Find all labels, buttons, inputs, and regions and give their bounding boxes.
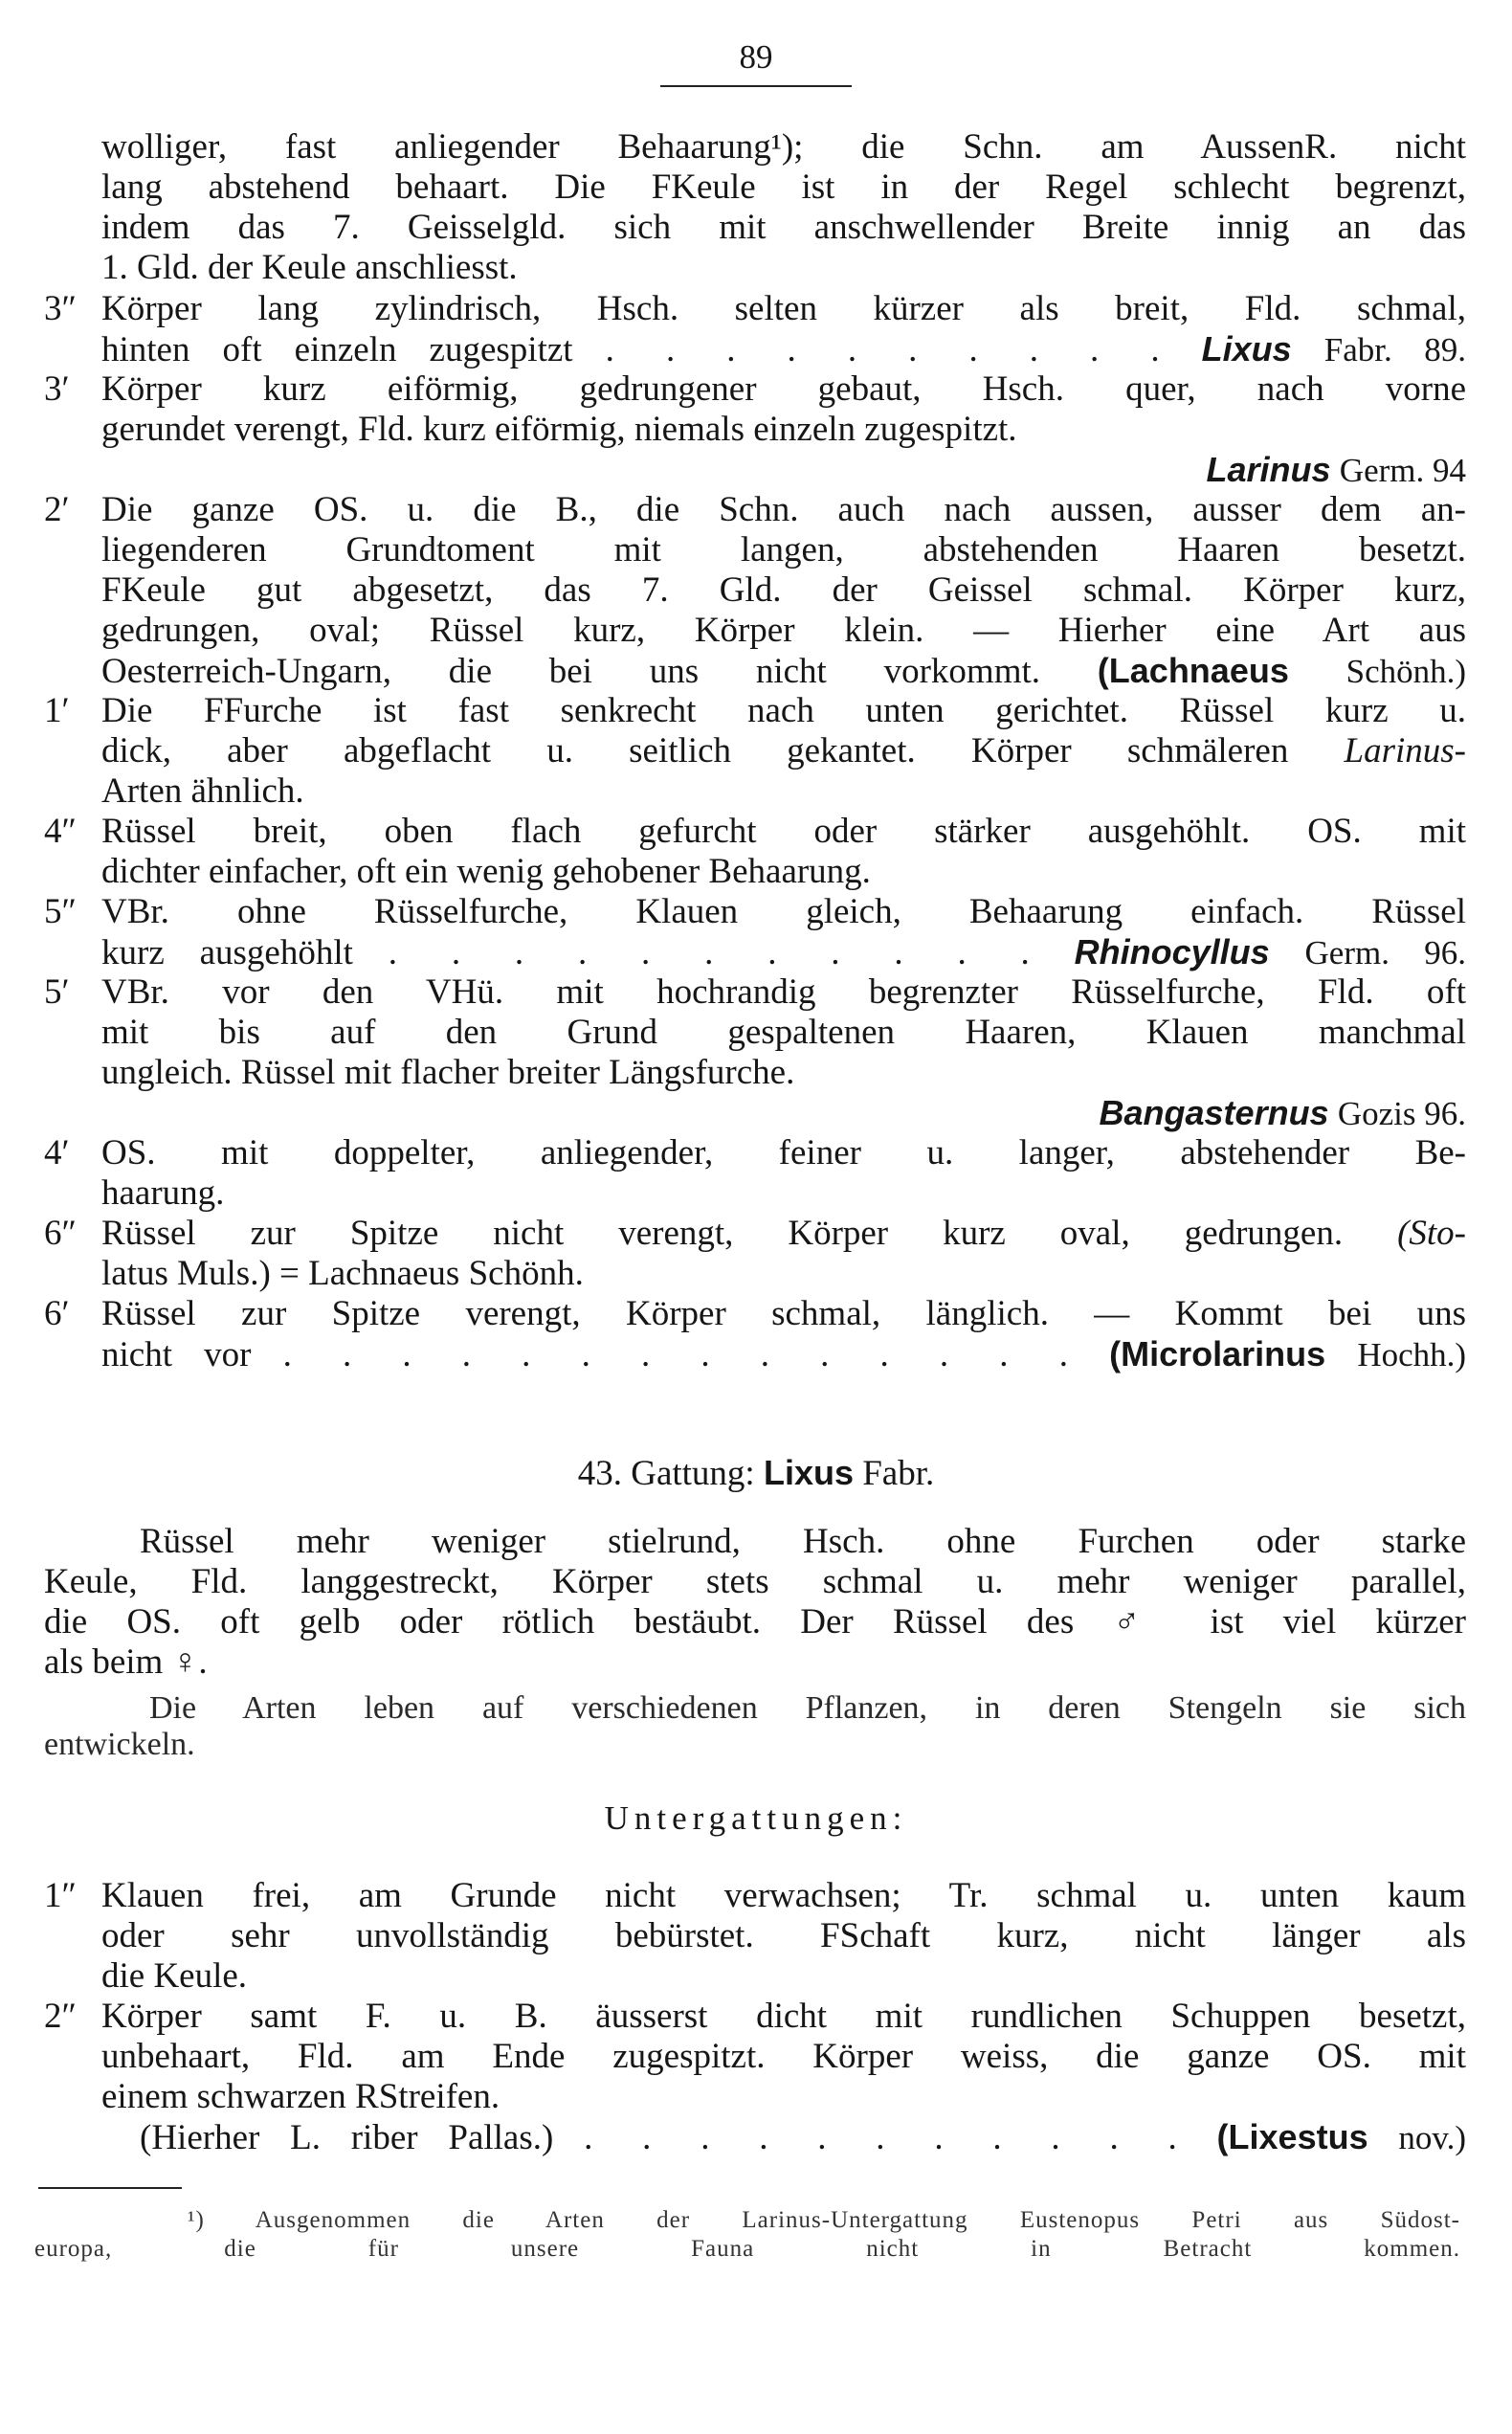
leader-dots: . . . . . . . . . . . [388, 933, 1039, 972]
genus-heading [0, 1453, 1512, 1494]
key-entry-3d [44, 369, 1466, 491]
key-entry-4dd [44, 812, 1466, 892]
key-entry-2d: 2′ Die ganze OS. u. die B., die Schn. auch nach aussen, ausser dem an- liegenderen Grundtoment mit langen, abstehenden Haaren besetzt. FKeule gut abgesetzt, das 7. Gld. der Geissel schmal. Körper kurz, gedrungen, oval; Rüssel kurz, Körper klein. — Hierher eine Art aus Oesterreich-Ungarn, die bei uns nicht vorkommt. (Lachnaeus Schönh.) [44, 490, 1467, 691]
couplet-number: 1″ [44, 1876, 77, 1915]
genus-description [44, 1522, 1466, 1683]
taxon-author: nov.) [1398, 2119, 1467, 2156]
text-line: Die ganze OS. u. die B., die Schn. auch nach aussen, ausser dem an- [101, 490, 1466, 529]
text-line: Arten ähnlich. [101, 771, 304, 811]
genus-author: Fabr. [862, 1454, 935, 1493]
text-line: dichter einfacher, oft ein wenig gehobener Behaarung. [101, 852, 871, 891]
key-entry-6d: 6′ Rüssel zur Spitze verengt, Körper schmal, länglich. — Kommt bei uns nicht vor . . . . . . . . . . . . . . (Microlarinus Hochh.) [44, 1294, 1467, 1374]
couplet-number: 3′ [44, 369, 70, 409]
text-line: Körper kurz eiförmig, gedrungener gebaut, Hsch. quer, nach vorne [101, 369, 1466, 409]
text-line: entwickeln. [44, 1727, 195, 1762]
text-line: unbehaart, Fld. am Ende zugespitzt. Körper weiss, die ganze OS. mit [101, 2037, 1466, 2076]
genus-heading-prefix: 43. Gattung: [577, 1454, 755, 1493]
text-line: Die Arten leben auf verschiedenen Pflanzen, in deren Stengeln sie sich [149, 1690, 1466, 1726]
leader-dots: . . . . . . . . . . [605, 330, 1169, 369]
text-line: Keule, Fld. langgestreckt, Körper stets schmal u. mehr weniger parallel, [44, 1562, 1466, 1601]
key-entry-6dd [44, 1214, 1466, 1294]
taxon-author: Hochh.) [1357, 1336, 1467, 1373]
key-entry-1d [44, 691, 1466, 812]
text-line: Körper lang zylindrisch, Hsch. selten kürzer als breit, Fld. schmal, [101, 289, 1466, 328]
text-line: Rüssel breit, oben flach gefurcht oder stärker ausgehöhlt. OS. mit [101, 812, 1466, 851]
text-line: oder sehr unvollständig bebürstet. FSchaft kurz, nicht länger als [101, 1916, 1466, 1955]
text-line: OS. mit doppelter, anliegender, feiner u. langer, abstehender Be- [101, 1133, 1466, 1172]
biology-note [44, 1690, 1466, 1763]
taxon-author: Germ. 94 [1339, 452, 1466, 489]
text-line: dick, aber abgeflacht u. seitlich gekantet. Körper schmäleren [101, 731, 1289, 770]
text-line: Oesterreich-Ungarn, die bei uns nicht vorkommt. [101, 652, 1041, 691]
text-line: Die FFurche ist fast senkrecht nach unten gerichtet. Rüssel kurz u. [101, 691, 1466, 730]
text-line: kurz ausgehöhlt [101, 933, 353, 972]
text-line: wolliger, fast anliegender Behaarung¹); die Schn. am AussenR. nicht [101, 127, 1466, 167]
text-line: latus Muls.) = Lachnaeus Schönh. [101, 1254, 584, 1293]
text-line: indem das 7. Geisselgld. sich mit anschwellender Breite innig an das [101, 208, 1466, 247]
couplet-number: 4′ [44, 1133, 70, 1172]
text-line: VBr. vor den VHü. mit hochrandig begrenzter Rüsselfurche, Fld. oft [101, 972, 1466, 1012]
subgenus-entry-1dd [44, 1876, 1466, 1997]
couplet-number: 2′ [44, 490, 70, 529]
taxon-name: Lixestus [1228, 2117, 1368, 2156]
footnote-line: ¹) Ausgenommen die Arten der Larinus-Untergattung Eustenopus Petri aus Südost- [188, 2207, 1460, 2233]
footnote [34, 2206, 1460, 2264]
text-line: mit bis auf den Grund gespaltenen Haaren, Klauen manchmal [101, 1013, 1466, 1052]
subgenera-heading: Untergattungen: [604, 1799, 908, 1837]
couplet-number: 1′ [44, 691, 70, 730]
couplet-number: 2″ [44, 1997, 77, 2036]
text-line: gerundet verengt, Fld. kurz eiförmig, niemals einzeln zugespitzt. [101, 410, 1017, 449]
taxon-name: Rhinocyllus [1074, 932, 1270, 971]
taxon-name: Bangasternus [1099, 1093, 1329, 1132]
text-line: einem schwarzen RStreifen. [101, 2077, 500, 2116]
genus-name: Lixus [763, 1453, 854, 1492]
text-line: als beim ♀. [44, 1642, 208, 1682]
couplet-number: 5′ [44, 972, 70, 1012]
taxon-name: Larinus [1206, 450, 1331, 489]
taxon-name: Microlarinus [1121, 1334, 1326, 1373]
key-entry-3dd [44, 289, 1466, 370]
text-line: Rüssel mehr weniger stielrund, Hsch. ohne Furchen oder starke [140, 1522, 1466, 1561]
taxon-name: Lixus [1201, 329, 1292, 368]
leader-dots: . . . . . . . . . . . . . . [282, 1335, 1078, 1374]
text-line: haarung. [101, 1173, 225, 1213]
page-number: 89 [739, 38, 773, 76]
taxon-author: Fabr. 89. [1323, 331, 1467, 368]
text-line: hinten oft einzeln zugespitzt [101, 330, 573, 369]
header-rule [660, 85, 852, 87]
footnote-line: europa, die für unsere Fauna nicht in Betracht kommen. [34, 2236, 1460, 2262]
couplet-number: 3″ [44, 289, 77, 328]
leader-dots: . . . . . . . . . . . [584, 2118, 1187, 2157]
text-line: Rüssel zur Spitze verengt, Körper schmal, länglich. — Kommt bei uns [101, 1294, 1466, 1333]
taxon-name: (Sto- [1397, 1214, 1466, 1253]
footnote-rule [38, 2187, 182, 2189]
text-line: lang abstehend behaart. Die FKeule ist in der Regel schlecht begrenzt, [101, 167, 1466, 207]
text-line: (Hierher L. riber Pallas.) [140, 2118, 554, 2157]
text-line: 1. Gld. der Keule anschliesst. [101, 248, 518, 287]
couplet-number: 6″ [44, 1214, 77, 1253]
taxon-name: Lachnaeus [1108, 651, 1289, 690]
text-line: Klauen frei, am Grunde nicht verwachsen; Tr. schmal u. unten kaum [101, 1876, 1466, 1915]
couplet-number: 5″ [44, 892, 77, 931]
subgenus-entry-2dd: 2″ Körper samt F. u. B. äusserst dicht mit rundlichen Schuppen besetzt, unbehaart, Fld. am Ende zugespitzt. Körper weiss, die ganze OS. mit einem schwarzen RStreifen. (Hierher L. riber Pallas.) . . . . . . . . . . . (Lixestus nov.) [44, 1997, 1467, 2157]
couplet-number: 6′ [44, 1294, 70, 1333]
text-line: die Keule. [101, 1956, 248, 1996]
text-line: FKeule gut abgesetzt, das 7. Gld. der Geissel schmal. Körper kurz, [101, 570, 1466, 610]
taxon-author: Schönh.) [1345, 653, 1467, 690]
text-line: gedrungen, oval; Rüssel kurz, Körper klein. — Hierher eine Art aus [101, 611, 1466, 650]
text-line: Rüssel zur Spitze nicht verengt, Körper kurz oval, gedrungen. [101, 1214, 1344, 1253]
key-entry-continuation [44, 127, 1466, 288]
text-line: liegenderen Grundtoment mit langen, abstehenden Haaren besetzt. [101, 530, 1466, 569]
text-line: nicht vor [101, 1335, 252, 1374]
taxon-name: Larinus- [1344, 731, 1466, 770]
text-line: VBr. ohne Rüsselfurche, Klauen gleich, Behaarung einfach. Rüssel [101, 892, 1466, 931]
taxon-author: Gozis 96. [1337, 1095, 1466, 1132]
key-entry-5dd [44, 892, 1466, 973]
taxon-author: Germ. 96. [1304, 934, 1467, 971]
text-line: ungleich. Rüssel mit flacher breiter Längsfurche. [101, 1053, 795, 1092]
couplet-number: 4″ [44, 812, 77, 851]
text-line: Körper samt F. u. B. äusserst dicht mit rundlichen Schuppen besetzt, [101, 1997, 1466, 2036]
key-entry-4d [44, 1133, 1466, 1214]
key-entry-5d [44, 972, 1466, 1134]
text-line: die OS. oft gelb oder rötlich bestäubt. Der Rüssel des ♂ ist viel kürzer [44, 1602, 1466, 1641]
